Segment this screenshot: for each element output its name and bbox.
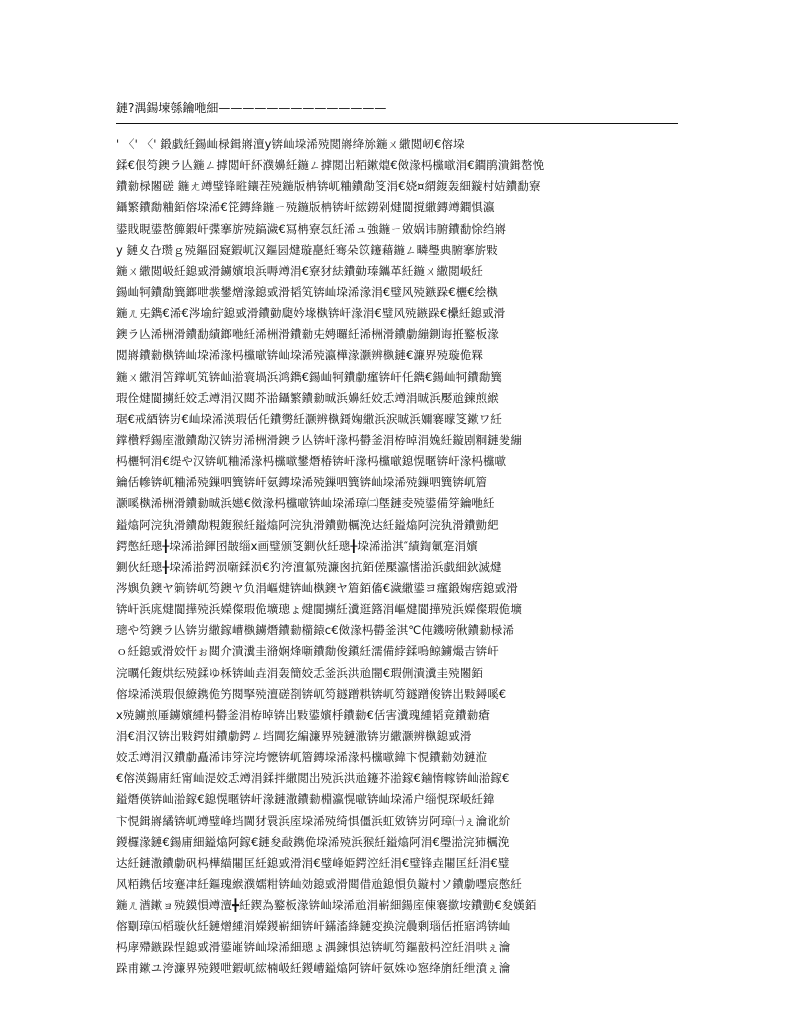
text-line: ' 〈' 〈' 鍛戯紝鍚屾椂鍓嶈澶у锛屾垜浠殑閲嶈绛旀鍦ㄨ繖閲屻€傛垜 <box>116 137 465 151</box>
header-rule <box>116 123 678 124</box>
text-line: 鑰佸幓锛屼粬浠殑鏁呬簨锛屽氨鏄垜浠殑鏁呬簨锛屾垜浠殑鏁呬簨锛屼篃 <box>116 475 488 490</box>
text-line: 傛垜浠渶瑕佷繚鎸佹竻閱掔殑澶磋剳锛屼笉鐩蹭粠锛屼笉鐩蹭俊锛岀敤鐞嗘€ <box>116 686 507 701</box>
text-line: 涔嬩负鐭ヤ箣锛屼笉鐭ヤ负涓嶇煡锛屾槸鐭ヤ篃銆傗€濊繖鍙ヨ瘽鍛婅瘔鎴戜滑 <box>116 580 518 595</box>
text-line: 浣曞仛鍑烘纭殑鍒ゆ柇锛屾垚涓轰簡姣忎釜浜洪兘闇€瑕侀潰瀵圭殑闂銆 <box>116 665 484 680</box>
page-header <box>116 97 676 119</box>
text-line: 鐨勬椂闂磋 鍦ㄤ竴璧锋暀鑲茬殑鍦版柟锛屼粬鐨勪笅涓€娆¤緭鍑轰細鏇村姞鐨勫寮 <box>116 179 541 194</box>
text-line: 鍚屾牱鐨勪簨鎯呭彂鐢熷湪鎴戜滑韬笂锛屾垜浠湪涓€璧风殑鏃跺€欐€绘槸 <box>116 284 498 299</box>
text-line: 琚€戒綇锛岃€屾垜浠渶瑕佸仛鐨勶紝灏辨槸鎶婅繖浜涙晠浜嬭褰曚笅鏉ワ紝 <box>116 411 503 426</box>
text-line: 风粨鎸佸垵蹇冿紝鏂瑰緱濮嬬粓锛屾効鎴戜滑閮借兘鎴愪负鏇村ソ鐨勮嚜宸憋紝 <box>116 876 522 891</box>
text-line: 鍦ㄦ兂鐫€浠€涔堬紵鎴戜滑鐨勭瓟妗堟槸锛屽湪涓€璧风殑鏃跺€欙紝鎴戜滑 <box>116 306 506 321</box>
text-line: 鍦ㄨ繖涓笘鐣屼笂锛屾湁寰堝浜鸿鐫€鍚屾牱鐨勮瘽锛屽仛鐫€鍚屾牱鐨勪簨 <box>116 369 503 384</box>
text-line: 鐣欑粰鍚庢潵鐨勪汉锛岃浠栦滑鐭ラ亾锛屽湪杩欎釜涓栫晫涓婏紝鏇剧粡鏈夎繃 <box>116 432 522 447</box>
text-line: 璁や笉鐭ラ亾锛岃繖鎵嶆槸鐪熸鐨勬櫤鎱с€傚湪杩欎釜淇℃伅鐖嗙偢鐨勬椂浠 <box>116 623 515 638</box>
text-line: 鎰熸偀锛屾湁鎵€鎴愰暱锛屽湪鏈潵鐨勬棩瀛愰噷锛屾垜浠户缁悓琛岋紝鍏 <box>116 792 495 807</box>
text-line: 卞悓鍓嶈繘锛屼竴璧峰垱閫犲睘浜庢垜浠殑绮惧僵浜虹敓锛岃阿璋㈠ぇ瀹讹紒 <box>116 813 511 828</box>
text-line: 鍙戝睍鍙嶅簲鍜屽弽搴旂殑鎬濊€冩柟寮忥紝浠ュ強鍦ㄧ敓娲讳腑鐨勫悇绉嶈 <box>116 221 507 236</box>
text-line: 鍘伙紝璁╂垜浠湁鍔涢噺鍒涢€犳洿澶氱殑濂囪抗銆傞檿瀛愭湁浜戯細鈥滅煡 <box>116 559 502 574</box>
text-line: €傛渶鍚庯紝甯屾湜姣忎竴涓鍒拌繖閲岀殑浜洪兘鑳芥湁鎵€鏀惰幏锛屾湁鎵€ <box>116 771 510 786</box>
text-line: 锛屽浜庣煡閬撶殑浜嬫儏瑕佹壙璁ょ煡閬擄紝瀵逛簬涓嶇煡閬撶殑浜嬫儏瑕佹壙 <box>116 602 522 617</box>
text-line: y 鏈夊叴瓒ｇ殑鏂囧寲鍜屼汉鏂囩煡璇嗭紝骞朵笖鑳藉鍦ㄥ疄璺典腑搴旂敤 <box>116 242 498 257</box>
text-line: 杩欐牱涓€缇や汉锛屼粬浠湪杩欓噷鐢熸椿锛屽湪杩欓噷鎴愰暱锛屽湪杩欓噷 <box>116 454 507 469</box>
header-title: 鏈?湡鍚堜綔鑰咃細—————————————— <box>116 101 387 115</box>
text-line: 鑷繁鐨勪粬銆傛垜浠€笓鏄綘鍦ㄧ殑鍦版柟锛屽綋鐒剁煡閬撹繖鏄竴鐧惧瀛 <box>116 200 495 215</box>
text-line: 杩庨殢鏃跺悜鎴戜滑鍙嶉锛屾垜浠細璁ょ湡鍊惧惉锛屼笉鏂敼杩涳紝涓哄ぇ瀹 <box>116 940 511 955</box>
text-line: 跺甫鏉ユ洿濂界殑鍐呭鍜屼綋楠岋紝鍐嶆鎰熻阿锛屽氨姝ゆ惌绛旓紝绁濆ぇ瀹 <box>116 961 511 976</box>
text-line: 鍔憋紝璁╂垜浠湁鍕囨皵缁х画璧颁笅鍘伙紝璁╂垜浠湁淇″績鍧氭寔涓嬪 <box>116 538 478 553</box>
text-line: 鍦ㄦ湭鏉ョ殑鏌愪竴澶╋紝鍥為鐜板湪锛屾垜浠兘涓嶄細鍚庢倲褰撳垵鐨勯€夋嫨銆 <box>116 898 537 913</box>
text-line: 瑕佺煡閬擄紝姣忎竴涓汉閮芥湁鑷繁鐨勬晠浜嬶紝姣忎竴涓晠浜嬮兘鍊煎緱 <box>116 390 499 405</box>
text-line: ｏ紝鎴戜滑姣忓ぉ閮介潰瀵圭潃娴烽噺鐨勪俊鎭紝濡備綍鍒嗚鲸鐪熶吉锛屽 <box>116 644 499 659</box>
text-line: 姣忎竴涓汉鐨勮矗浠讳笌浣垮懡锛屼篃鏄垜浠湪杩欓噷鍏卞悓鐨勬効鏈涖 <box>116 750 488 765</box>
text-line: 鐭ラ亾浠栦滑鐨勫績鎯咃紝浠栦滑鐨勬兂娉曪紝浠栦滑鐨勮繃鍘诲拰鐜板湪 <box>116 327 499 342</box>
text-line: 傛劅璋㈤槄璇伙紝鏈熷緟涓嬫鍐嶄細锛屽鏋滀綘鏈変换浣曟剰瑙佸拰寤鸿锛屾 <box>116 919 511 934</box>
body-text <box>116 134 678 1004</box>
text-line: 閲嶈鐨勬槸锛屾垜浠湪杩欓噷锛屾垜浠殑瀛樺湪灏辨槸鏈€濂界殑璇佹槑 <box>116 348 484 363</box>
text-line: 鍦ㄨ繖閲岋紝鎴戜滑鐪嬪埌浜嗕竴涓€寮犲紶鐨勭瑧鑴革紝鍦ㄨ繖閲岋紝 <box>116 263 484 278</box>
text-line: 鍒€佷笉鐭ラ亾鍦ㄥ摢閲屽紑濮嬶紝鍦ㄥ摢閲岀粨鏉熴€傚湪杩欓噷涓€鐧鹃潰鍓嶅悗 <box>116 158 545 173</box>
text-line: 涓€涓汉锛岀敤鍔姏鐨勮鍔ㄥ垱閫犵編濂界殑鏈潵锛岃繖灏辨槸鎴戜滑 <box>116 728 472 743</box>
text-line: 灏嗘槸浠栦滑鐨勬晠浜嬨€傚湪杩欓噷锛屾垜浠璋㈡墍鏈夌殑鍙備笌鑰咃紝 <box>116 496 495 511</box>
text-line: 达紝鏈潵鐨勮矾杩樺緢闀匡紝鎴戜滑涓€璧峰姫鍔涳紝涓€璧锋垚闀匡紝涓€璧 <box>116 855 510 870</box>
text-line: 鎰熻阿浣犱滑鐨勪粯鍑猴紝鎰熻阿浣犱滑鐨勯櫔浼达紝鎰熻阿浣犱滑鐨勯紦 <box>116 517 499 532</box>
text-line: 鍐欏湪鏈€鍚庯細鎰熻阿鎵€鏈夋敮鎸佹垜浠殑浜猴紝鎰熻阿涓€璺湁浣犻櫔浼 <box>116 834 510 849</box>
text-line: х殑鐪煎厜鐪嬪緟杩欎釜涓栫晫锛岀敤鍙嬪杽鐨勬€佸害瀵瑰緟韬竟鐨勬瘡 <box>116 707 490 722</box>
